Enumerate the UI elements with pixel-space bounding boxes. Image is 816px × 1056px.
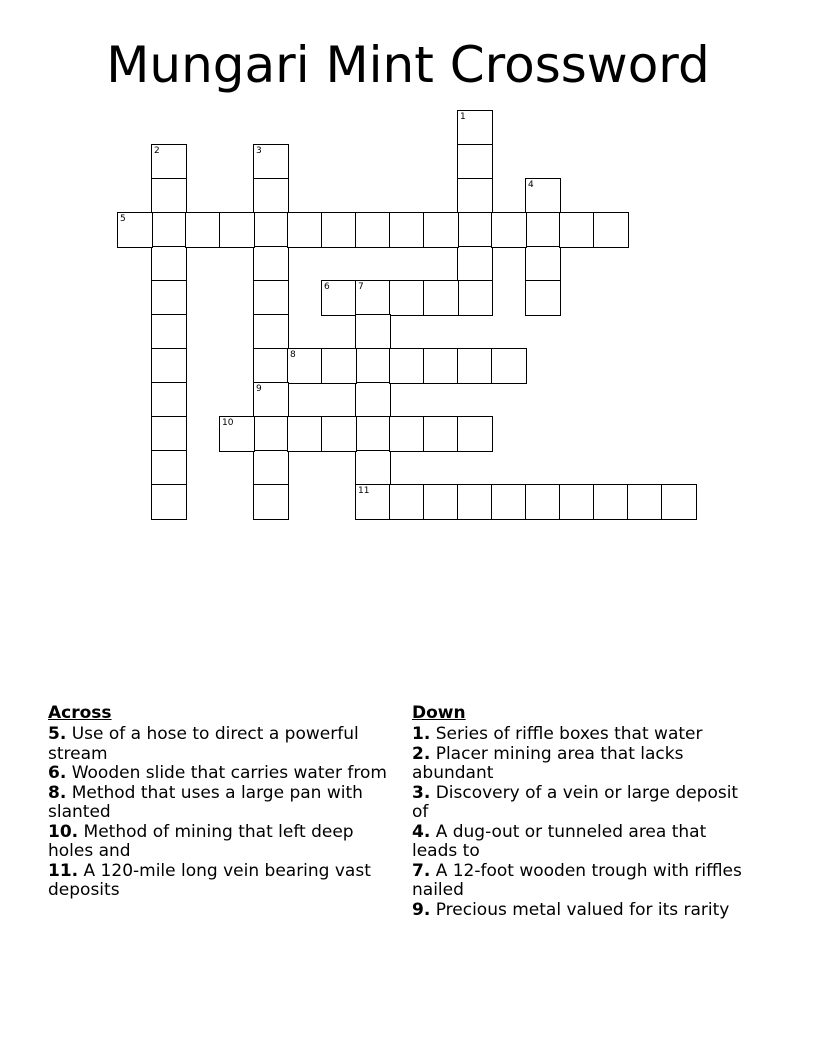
grid-cell[interactable]	[253, 416, 289, 452]
grid-cell[interactable]	[117, 212, 153, 248]
grid-cell[interactable]	[457, 280, 493, 316]
grid-cell[interactable]	[321, 348, 357, 384]
clue-text: Series of riffle boxes that water	[430, 724, 703, 744]
grid-cell[interactable]	[151, 484, 187, 520]
grid-cell[interactable]	[559, 484, 595, 520]
grid-cell[interactable]	[457, 144, 493, 180]
across-clue-list	[48, 725, 388, 901]
grid-cell[interactable]	[355, 416, 391, 452]
clue-number: 2.	[412, 743, 431, 764]
clue-text: Placer mining area that lacks abundant	[412, 743, 684, 783]
clue-number: 4	[528, 180, 534, 190]
clue-number: 10	[222, 418, 234, 428]
grid-cell[interactable]	[355, 348, 391, 384]
grid-cell[interactable]	[151, 314, 187, 350]
grid-cell[interactable]	[525, 246, 561, 282]
clue-number: 2	[154, 146, 160, 156]
grid-cell[interactable]	[389, 348, 425, 384]
clue-text: A 120-mile long vein bearing vast deposits	[48, 860, 371, 900]
clue-text: A 12-foot wooden trough with riffles nailed	[412, 860, 742, 900]
grid-cell[interactable]	[253, 484, 289, 520]
clue-item	[412, 823, 752, 862]
grid-cell[interactable]	[423, 348, 459, 384]
grid-cell[interactable]	[185, 212, 221, 248]
grid-cell[interactable]	[423, 212, 459, 248]
grid-cell[interactable]	[593, 484, 629, 520]
grid-cell[interactable]	[593, 212, 629, 248]
clue-text: Use of a hose to direct a powerful stream	[48, 724, 359, 764]
grid-cell[interactable]	[253, 178, 289, 214]
clue-item	[48, 784, 388, 823]
grid-cell[interactable]	[355, 314, 391, 350]
across-heading: Across	[48, 703, 112, 723]
clue-item	[48, 764, 388, 784]
grid-cell[interactable]	[457, 110, 493, 146]
grid-cell[interactable]	[151, 416, 187, 452]
grid-cell[interactable]	[423, 280, 459, 316]
grid-cell[interactable]	[457, 178, 493, 214]
clue-number: 4.	[412, 821, 431, 842]
grid-cell[interactable]	[525, 280, 561, 316]
grid-cell[interactable]	[151, 246, 187, 282]
clue-number: 9	[256, 384, 262, 394]
clue-number: 6	[324, 282, 330, 292]
grid-cell[interactable]	[525, 178, 561, 214]
grid-cell[interactable]	[151, 450, 187, 486]
clue-number: 6.	[48, 763, 67, 783]
grid-cell[interactable]	[253, 450, 289, 486]
clue-item	[48, 862, 388, 901]
grid-cell[interactable]	[287, 212, 323, 248]
grid-cell[interactable]	[457, 348, 493, 384]
grid-cell[interactable]	[253, 246, 289, 282]
clue-item	[412, 862, 752, 901]
grid-cell[interactable]	[151, 348, 187, 384]
grid-cell[interactable]	[423, 484, 459, 520]
grid-cell[interactable]	[253, 280, 289, 316]
clue-text: Method of mining that left deep holes and	[48, 821, 354, 861]
clue-text: A dug-out or tunneled area that leads to	[412, 821, 707, 861]
down-clues	[412, 703, 752, 920]
clue-number: 7	[358, 282, 364, 292]
grid-cell[interactable]	[491, 484, 527, 520]
grid-cell[interactable]	[253, 314, 289, 350]
clue-number: 11	[358, 486, 370, 496]
grid-cell[interactable]	[457, 416, 493, 452]
clue-number: 8	[290, 350, 296, 360]
clue-text: Precious metal valued for its rarity	[430, 899, 730, 920]
grid-cell[interactable]	[151, 382, 187, 418]
grid-cell[interactable]	[321, 416, 357, 452]
grid-cell[interactable]	[355, 212, 391, 248]
clue-number: 3	[256, 146, 262, 156]
clue-number: 8.	[48, 782, 67, 803]
grid-cell[interactable]	[525, 212, 561, 248]
down-heading: Down	[412, 703, 466, 723]
grid-cell[interactable]	[525, 484, 561, 520]
grid-cell[interactable]	[321, 280, 357, 316]
grid-cell[interactable]	[355, 450, 391, 486]
clue-item	[412, 784, 752, 823]
clue-number: 3.	[412, 782, 431, 803]
grid-cell[interactable]	[491, 212, 527, 248]
grid-cell[interactable]	[253, 212, 289, 248]
across-clues	[48, 703, 388, 901]
grid-cell[interactable]	[355, 280, 391, 316]
grid-cell[interactable]	[559, 212, 595, 248]
grid-cell[interactable]	[389, 280, 425, 316]
grid-cell[interactable]	[253, 382, 289, 418]
grid-cell[interactable]	[355, 382, 391, 418]
grid-cell[interactable]	[151, 144, 187, 180]
clue-number: 5.	[48, 724, 67, 744]
clue-number: 1.	[412, 724, 431, 744]
grid-cell[interactable]	[423, 416, 459, 452]
grid-cell[interactable]	[389, 484, 425, 520]
grid-cell[interactable]	[253, 348, 289, 384]
page-title: Mungari Mint Crossword	[106, 36, 710, 94]
grid-cell[interactable]	[457, 212, 493, 248]
grid-cell[interactable]	[287, 348, 323, 384]
grid-cell[interactable]	[151, 178, 187, 214]
grid-cell[interactable]	[389, 212, 425, 248]
clue-number: 5	[120, 214, 126, 224]
grid-cell[interactable]	[389, 416, 425, 452]
grid-cell[interactable]	[355, 484, 391, 520]
grid-cell[interactable]	[321, 212, 357, 248]
clue-item	[48, 725, 388, 764]
grid-cell[interactable]	[457, 246, 493, 282]
grid-cell[interactable]	[661, 484, 697, 520]
clue-item	[412, 901, 752, 921]
grid-cell[interactable]	[627, 484, 663, 520]
grid-cell[interactable]	[219, 212, 255, 248]
grid-cell[interactable]	[253, 144, 289, 180]
clue-item	[412, 725, 752, 745]
clue-text: Wooden slide that carries water from	[66, 763, 387, 783]
down-clue-list	[412, 725, 752, 920]
clue-item	[412, 745, 752, 784]
clue-number: 1	[460, 112, 466, 122]
clue-number: 11.	[48, 860, 79, 881]
clue-number: 9.	[412, 899, 431, 920]
grid-cell[interactable]	[287, 416, 323, 452]
clue-item	[48, 823, 388, 862]
grid-cell[interactable]	[457, 484, 493, 520]
clue-number: 10.	[48, 821, 79, 842]
clue-text: Method that uses a large pan with slanted	[48, 782, 363, 822]
grid-cell[interactable]	[151, 280, 187, 316]
grid-cell[interactable]	[151, 212, 187, 248]
grid-cell[interactable]	[491, 348, 527, 384]
grid-cell[interactable]	[219, 416, 255, 452]
clue-text: Discovery of a vein or large deposit of	[412, 782, 739, 822]
clue-number: 7.	[412, 860, 431, 881]
